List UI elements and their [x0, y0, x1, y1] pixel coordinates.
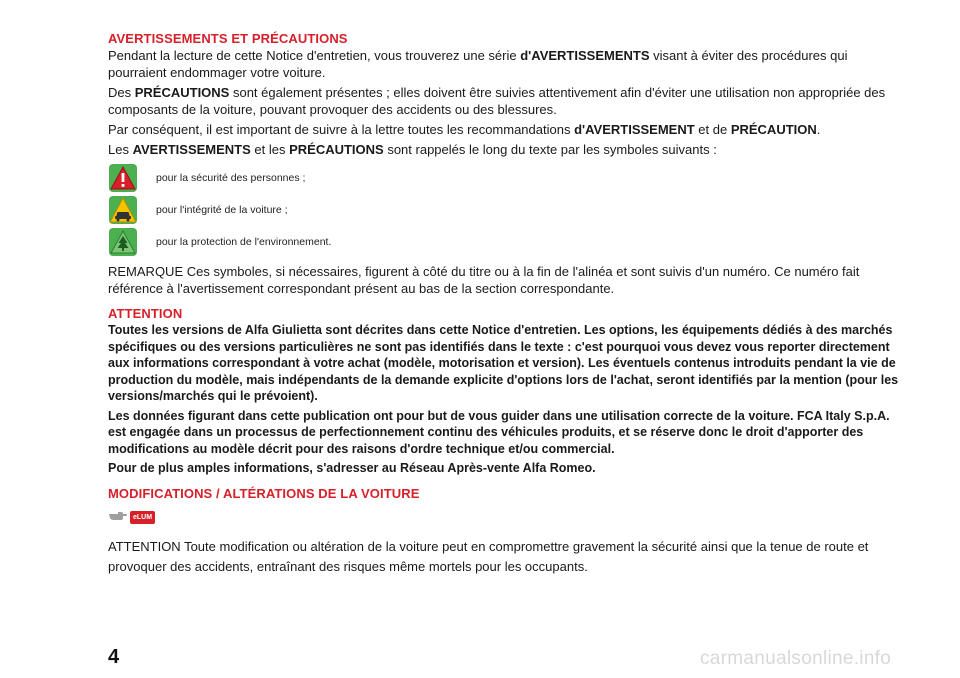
- symbol-label-car: pour l'intégrité de la voiture ;: [156, 204, 288, 216]
- symbol-label-safety: pour la sécurité des personnes ;: [156, 172, 306, 184]
- text: Des: [108, 85, 135, 100]
- heading-modifications: MODIFICATIONS / ALTÉRATIONS DE LA VOITURE: [108, 485, 420, 501]
- intro-paragraph-1: [108, 47, 908, 81]
- term-avertissement: d'AVERTISSEMENT: [574, 122, 695, 137]
- text: sont rappelés le long du texte par les symboles suivants :: [383, 142, 717, 157]
- text: et les: [250, 142, 290, 157]
- manual-page: [108, 30, 908, 577]
- warning-triangle-icon: [108, 163, 138, 193]
- text: Les: [108, 142, 133, 157]
- heading-attention: ATTENTION: [108, 306, 183, 321]
- tree-environment-icon: [108, 227, 138, 257]
- text: visant à éviter des procédures qui pourraient endommager votre voiture.: [108, 48, 848, 80]
- intro-paragraph-2: [108, 84, 908, 118]
- symbol-row-car: [108, 194, 908, 226]
- term-precaution: PRÉCAUTION: [730, 122, 817, 137]
- heading-warnings-precautions: AVERTISSEMENTS ET PRÉCAUTIONS: [108, 31, 348, 46]
- modifications-paragraph: ATTENTION Toute modification ou altération de la voiture peut en compromettre gravement la sécurité ainsi que la tenue de route et provoquer des accidents, entraînant des risques même mortels pour les occupants.: [108, 538, 869, 574]
- remark-paragraph: REMARQUE Ces symboles, si nécessaires, figurent à côté du titre ou à la fin de l'alinéa et sont suivis d'un numéro. Ce numéro fait référence à l'avertissement correspondant présent au bas de la section correspondante.: [108, 264, 860, 296]
- intro-paragraph-4: [108, 141, 908, 158]
- term-avertissements: d'AVERTISSEMENTS: [520, 48, 650, 63]
- attention-paragraph-3: Pour de plus amples informations, s'adresser au Réseau Après-vente Alfa Romeo.: [108, 461, 596, 475]
- term-precautions: PRÉCAUTIONS: [134, 85, 230, 100]
- pointing-hand-icon: [108, 508, 128, 527]
- term-avertissements: AVERTISSEMENTS: [132, 142, 251, 157]
- page-number: 4: [108, 646, 120, 668]
- car-damage-icon: [108, 195, 138, 225]
- symbol-row-environment: [108, 226, 908, 258]
- text: .: [816, 122, 821, 137]
- watermark: carmanualsonline.info: [700, 648, 892, 669]
- text: sont également présentes ; elles doivent être suivies attentivement afin d'éviter une utilisation non appropriée des composants de la voiture, pouvant provoquer des accidents ou des blessures.: [108, 85, 886, 117]
- symbol-list: [108, 162, 908, 258]
- text: Pendant la lecture de cette Notice d'entretien, vous trouverez une série: [108, 48, 521, 63]
- symbol-label-environment: pour la protection de l'environnement.: [156, 236, 332, 248]
- text: et de: [694, 122, 731, 137]
- intro-paragraph-3: [108, 121, 908, 138]
- text: Par conséquent, il est important de suivre à la lettre toutes les recommandations: [108, 122, 575, 137]
- elum-badge: eLUM: [130, 511, 155, 524]
- attention-paragraph-1: Toutes les versions de Alfa Giulietta sont décrites dans cette Notice d'entretien. Les options, les équipements dédiés à des marchés spécifiques ou des versions particulières ne sont pas identifiés dans le texte : c'est pourquoi vous devez vous reporter directement aux informations correspondant à votre achat (modèle, motorisation et version). Les éventuels contenus introduits pendant la vie de production du modèle, mais indépendants de la demande explicite d'options lors de l'achat, seront identifiés par la mention (pour les versions/marchés qui le prévoient).: [108, 323, 899, 403]
- attention-block: [108, 322, 908, 477]
- term-precautions: PRÉCAUTIONS: [289, 142, 384, 157]
- attention-paragraph-2: Les données figurant dans cette publication ont pour but de vous guider dans une utilisation correcte de la voiture. FCA Italy S.p.A. est engagée dans un processus de perfectionnement continu des véhicules produits, et se réserve donc le droit d'apporter des modifications au modèle décrit pour des raisons d'ordre technique et/ou commercial.: [108, 408, 890, 456]
- symbol-row-safety: [108, 162, 908, 194]
- elum-indicator: [108, 505, 908, 531]
